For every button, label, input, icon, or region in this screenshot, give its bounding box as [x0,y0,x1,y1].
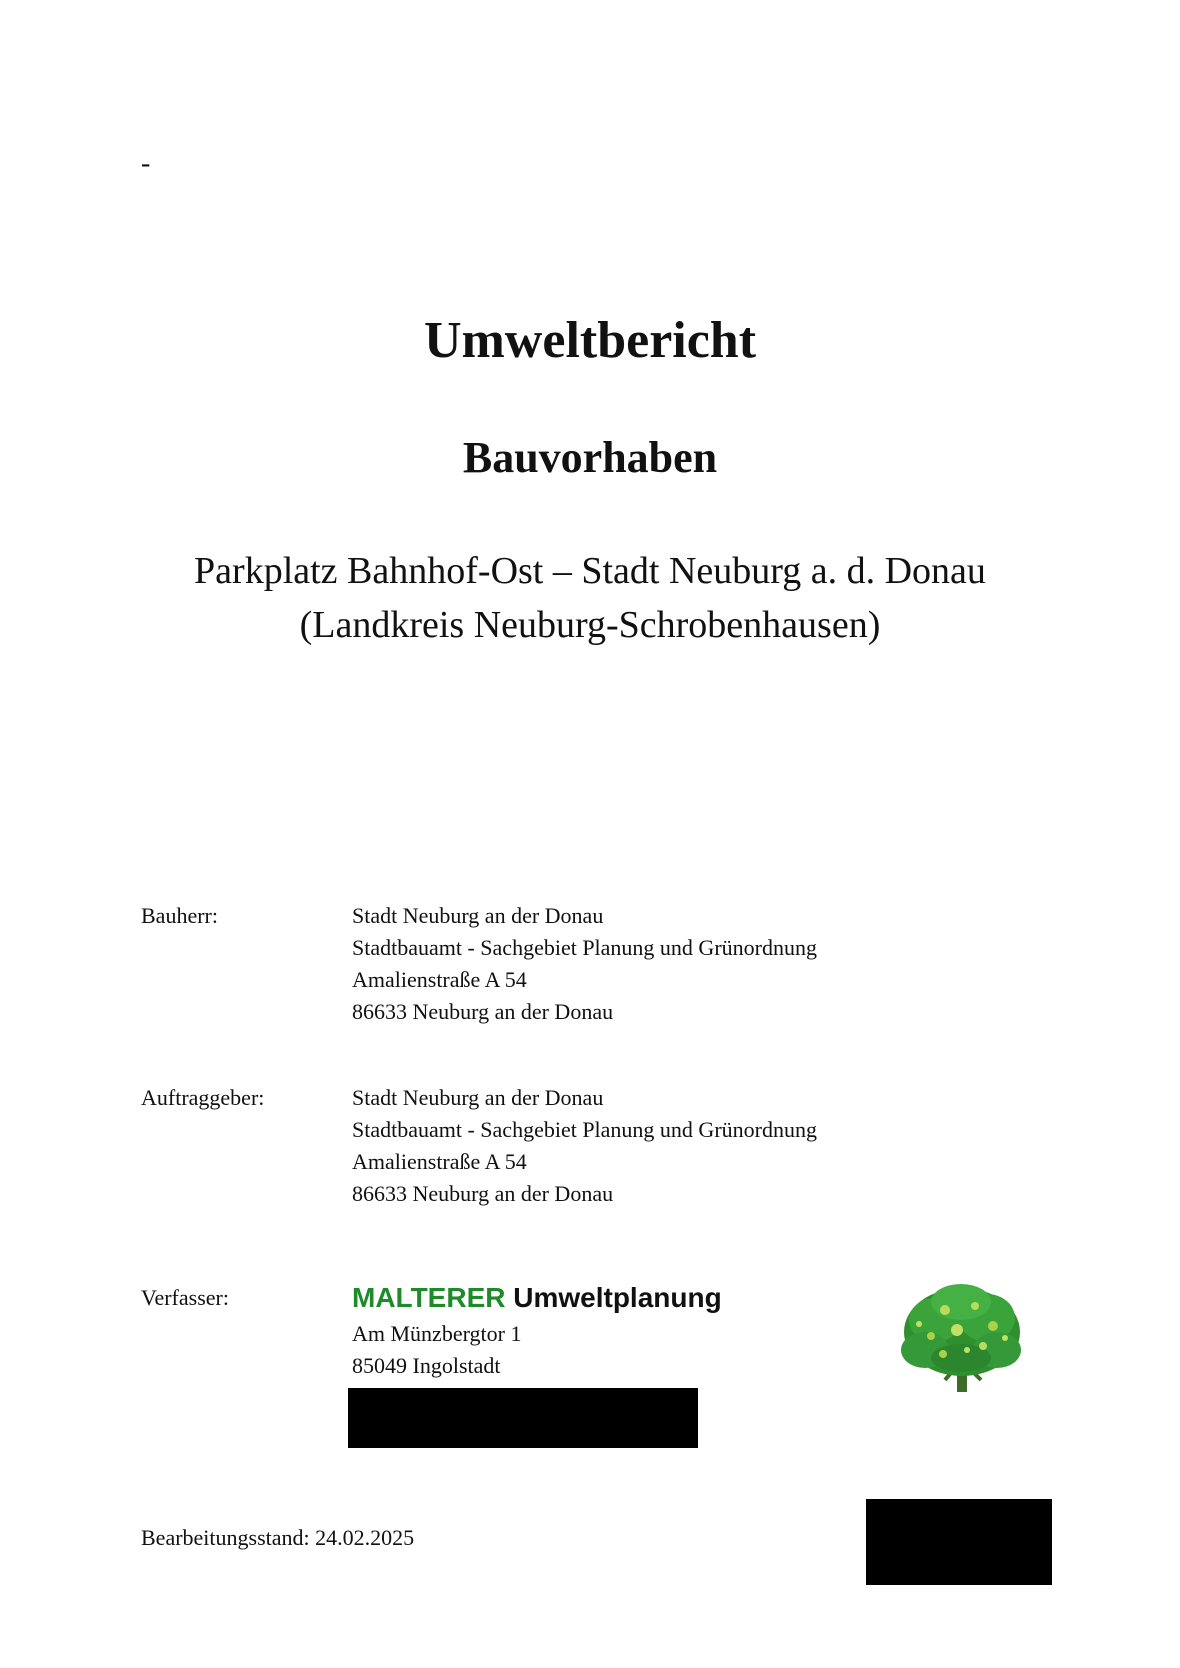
auftraggeber-line-3: Amalienstraße A 54 [352,1149,527,1174]
processing-date: Bearbeitungsstand: 24.02.2025 [141,1525,415,1550]
verfasser-address [352,1318,521,1382]
verfasser-line-2: 85049 Ingolstadt [352,1353,501,1378]
document-subtitle: Bauvorhaben [462,433,718,482]
firm-name-umweltplanung: Umweltplanung [513,1282,722,1313]
auftraggeber-line-4: 86633 Neuburg an der Donau [352,1181,614,1206]
redacted-stamp-block [866,1499,1052,1585]
bauherr-label: Bauherr: [141,903,218,928]
document-title: Umweltbericht [423,312,757,369]
bauherr-line-2: Stadtbauamt - Sachgebiet Planung und Grünordnung [352,935,817,960]
auftraggeber-line-2: Stadtbauamt - Sachgebiet Planung und Grünordnung [352,1117,817,1142]
header-dash: - [141,148,151,179]
project-line-1: Parkplatz Bahnhof-Ost – Stadt Neuburg a. d. Donau [194,550,986,592]
tree-logo-icon [895,1280,1029,1396]
verfasser-line-1: Am Münzbergtor 1 [352,1321,522,1346]
bauherr-line-1: Stadt Neuburg an der Donau [352,903,604,928]
bauherr-line-4: 86633 Neuburg an der Donau [352,999,614,1024]
project-line-2: (Landkreis Neuburg-Schrobenhausen) [299,604,881,646]
firm-name-malterer: MALTERER [352,1282,506,1313]
firm-name [352,1281,722,1315]
bauherr-address [352,900,817,1028]
project-description [0,544,1180,652]
verfasser-label: Verfasser: [141,1285,229,1310]
auftraggeber-address [352,1082,817,1210]
auftraggeber-label: Auftraggeber: [141,1085,265,1110]
auftraggeber-line-1: Stadt Neuburg an der Donau [352,1085,604,1110]
bauherr-line-3: Amalienstraße A 54 [352,967,527,992]
redacted-contact-block [348,1388,698,1448]
